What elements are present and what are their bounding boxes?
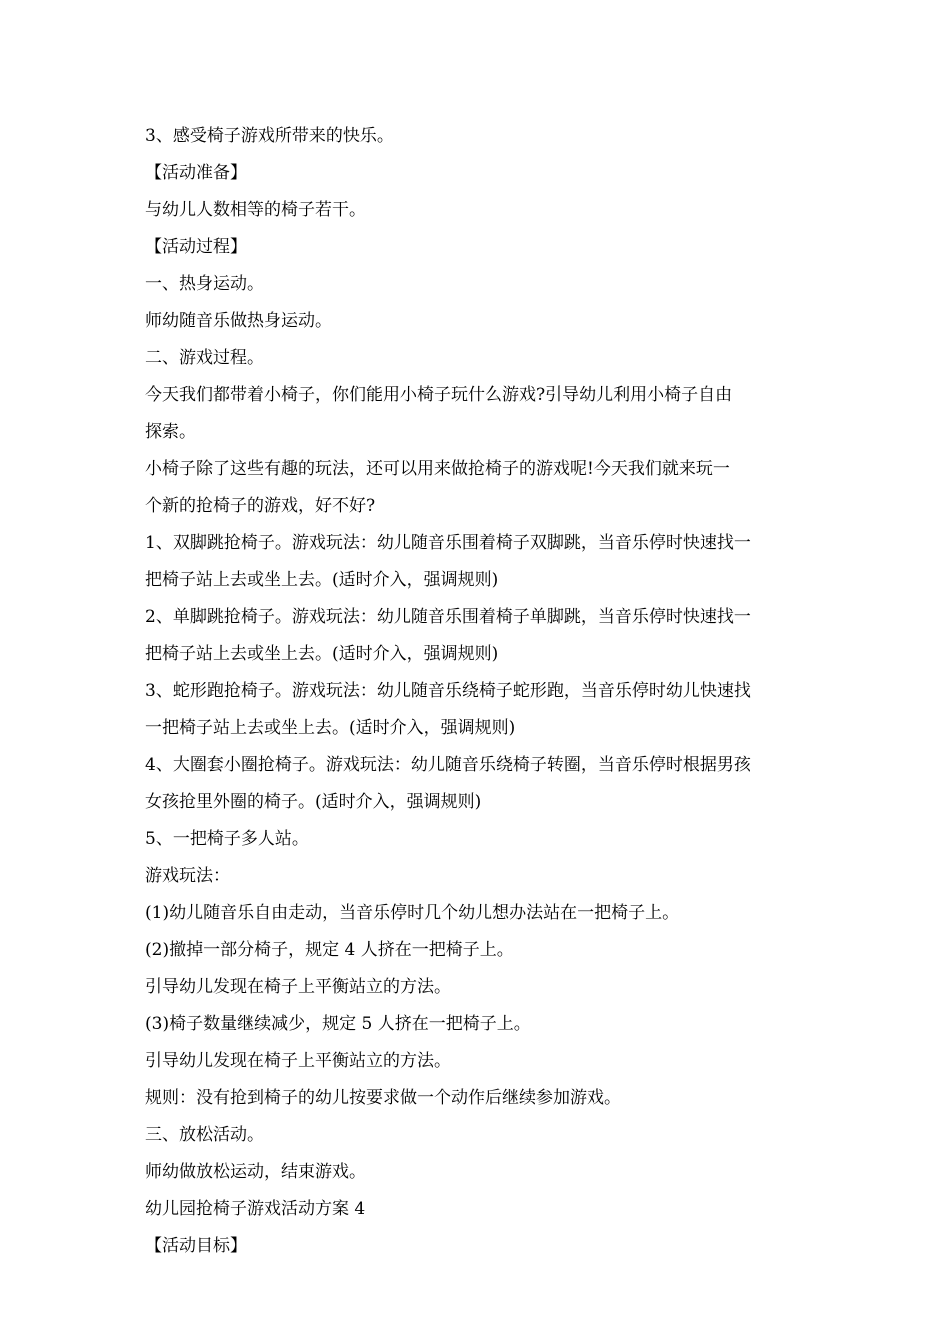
rule-step-2: (2)撤掉一部分椅子，规定 4 人挤在一把椅子上。 — [145, 940, 514, 960]
game-item-4: 4、大圈套小圈抢椅子。游戏玩法：幼儿随音乐绕椅子转圈，当音乐停时根据男孩 — [145, 755, 751, 775]
warmup-text: 师幼随音乐做热身运动。 — [145, 311, 332, 331]
rules-text: 规则：没有抢到椅子的幼儿按要求做一个动作后继续参加游戏。 — [145, 1088, 621, 1108]
preparation-text: 与幼儿人数相等的椅子若干。 — [145, 200, 366, 220]
rule-step-3: (3)椅子数量继续减少，规定 5 人挤在一把椅子上。 — [145, 1014, 531, 1034]
game-item-1: 1、双脚跳抢椅子。游戏玩法：幼儿随音乐围着椅子双脚跳，当音乐停时快速找一 — [145, 533, 751, 553]
step-heading-warmup: 一、热身运动。 — [145, 274, 264, 294]
game-item-4-cont: 女孩抢里外圈的椅子。(适时介入，强调规则) — [145, 792, 482, 812]
game-item-5: 5、一把椅子多人站。 — [145, 829, 309, 849]
paragraph-line: 探索。 — [145, 422, 196, 442]
section-heading-process: 【活动过程】 — [145, 237, 247, 257]
game-item-2-cont: 把椅子站上去或坐上去。(适时介入，强调规则) — [145, 644, 499, 664]
paragraph-line: 今天我们都带着小椅子，你们能用小椅子玩什么游戏?引导幼儿利用小椅子自由 — [145, 385, 733, 405]
plan-title-4: 幼儿园抢椅子游戏活动方案 4 — [145, 1199, 366, 1219]
game-item-3-cont: 一把椅子站上去或坐上去。(适时介入，强调规则) — [145, 718, 516, 738]
rule-step-1: (1)幼儿随音乐自由走动，当音乐停时几个幼儿想办法站在一把椅子上。 — [145, 903, 680, 923]
game-rules-label: 游戏玩法： — [145, 866, 230, 886]
step-heading-relax: 三、放松活动。 — [145, 1125, 264, 1145]
game-item-3: 3、蛇形跑抢椅子。游戏玩法：幼儿随音乐绕椅子蛇形跑，当音乐停时幼儿快速找 — [145, 681, 751, 701]
relax-text: 师幼做放松运动，结束游戏。 — [145, 1162, 366, 1182]
section-heading-preparation: 【活动准备】 — [145, 163, 247, 183]
document-body — [145, 118, 810, 1265]
guidance-text: 引导幼儿发现在椅子上平衡站立的方法。 — [145, 977, 451, 997]
guidance-text: 引导幼儿发现在椅子上平衡站立的方法。 — [145, 1051, 451, 1071]
objective-item-3: 3、感受椅子游戏所带来的快乐。 — [145, 126, 394, 146]
game-item-2: 2、单脚跳抢椅子。游戏玩法：幼儿随音乐围着椅子单脚跳，当音乐停时快速找一 — [145, 607, 751, 627]
game-item-1-cont: 把椅子站上去或坐上去。(适时介入，强调规则) — [145, 570, 499, 590]
step-heading-game-process: 二、游戏过程。 — [145, 348, 264, 368]
section-heading-objectives: 【活动目标】 — [145, 1236, 247, 1256]
paragraph-line: 小椅子除了这些有趣的玩法，还可以用来做抢椅子的游戏呢!今天我们就来玩一 — [145, 459, 730, 479]
paragraph-line: 个新的抢椅子的游戏，好不好? — [145, 496, 376, 516]
